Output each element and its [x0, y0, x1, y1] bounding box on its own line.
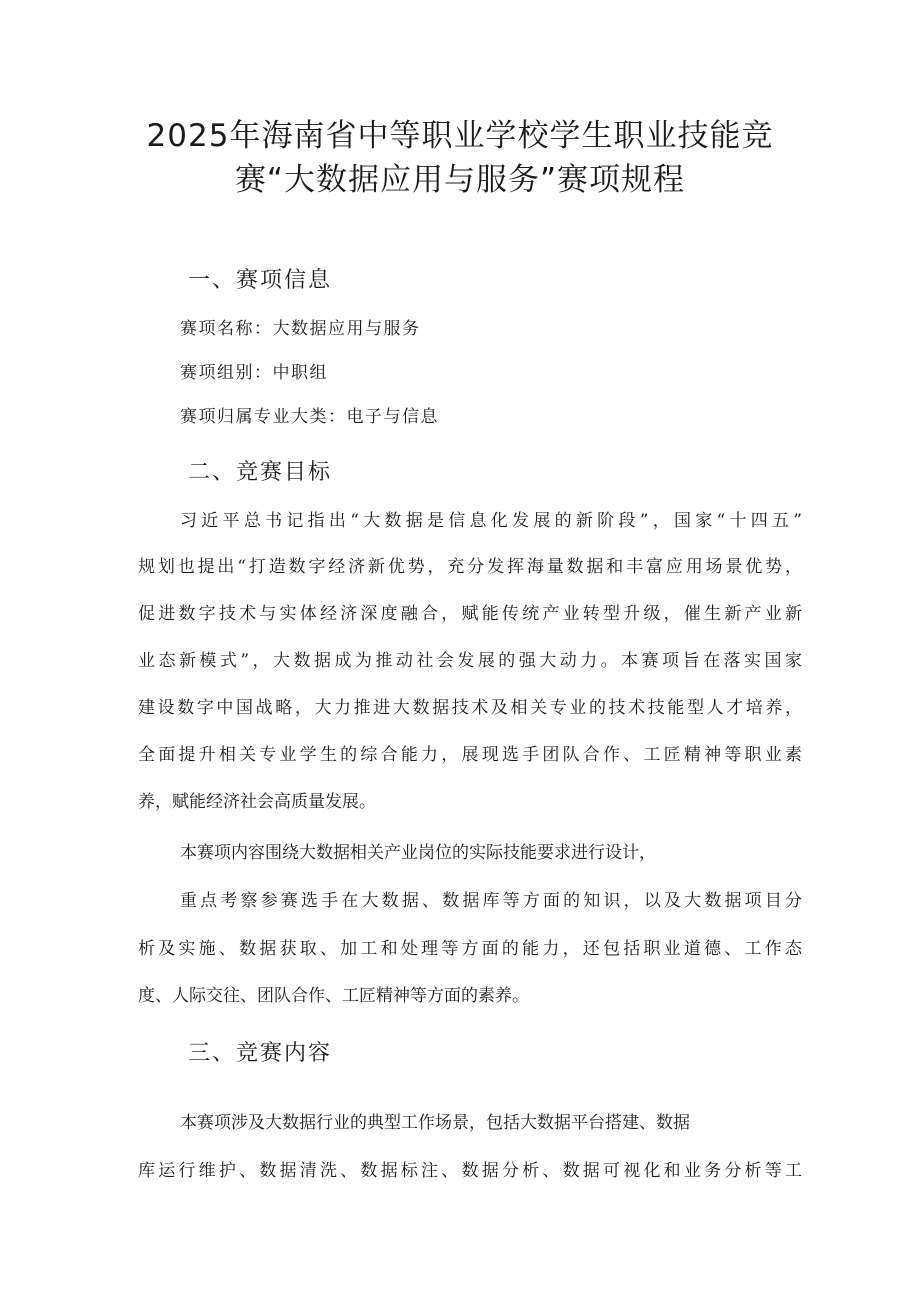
paragraph-line: 本赛项涉及大数据行业的典型工作场景，包括大数据平台搭建、数据 — [180, 1113, 690, 1133]
document-title-line-2: 赛“大数据应用与服务”赛项规程 — [234, 162, 686, 198]
info-event-category: 赛项归属专业大类：电子与信息 — [180, 407, 439, 427]
paragraph-line: 析及实施、数据获取、加工和处理等方面的能力，还包括职业道德、工作态 — [138, 939, 802, 959]
section-heading-event-info: 一、赛项信息 — [188, 268, 333, 293]
paragraph-line: 规划也提出“打造数字经济新优势，充分发挥海量数据和丰富应用场景优势， — [138, 557, 802, 577]
paragraph-line: 库运行维护、数据清洗、数据标注、数据分析、数据可视化和业务分析等工 — [138, 1161, 802, 1181]
paragraph-line: 全面提升相关专业学生的综合能力，展现选手团队合作、工匠精神等职业素 — [138, 745, 802, 765]
paragraph-line: 养，赋能经济社会高质量发展。 — [138, 792, 376, 812]
paragraph-line: 本赛项内容围绕大数据相关产业岗位的实际技能要求进行设计， — [180, 843, 656, 863]
paragraph-line: 促进数字技术与实体经济深度融合，赋能传统产业转型升级，催生新产业新 — [138, 604, 802, 624]
paragraph-line: 度、人际交往、团队合作、工匠精神等方面的素养。 — [138, 986, 529, 1006]
section-heading-goals: 二、竞赛目标 — [188, 460, 333, 485]
section-heading-content: 三、竞赛内容 — [188, 1041, 333, 1066]
info-event-name: 赛项名称：大数据应用与服务 — [180, 319, 421, 339]
info-event-group: 赛项组别：中职组 — [180, 363, 328, 383]
document-title-line-1: 2025年海南省中等职业学校学生职业技能竞 — [146, 118, 774, 154]
paragraph-line: 业态新模式”，大数据成为推动社会发展的强大动力。本赛项旨在落实国家 — [138, 651, 802, 671]
paragraph-line: 重点考察参赛选手在大数据、数据库等方面的知识，以及大数据项目分 — [180, 891, 802, 911]
paragraph-line: 建设数字中国战略，大力推进大数据技术及相关专业的技术技能型人才培养， — [138, 698, 802, 718]
paragraph-line: 习近平总书记指出“大数据是信息化发展的新阶段”，国家“十四五” — [180, 511, 802, 531]
